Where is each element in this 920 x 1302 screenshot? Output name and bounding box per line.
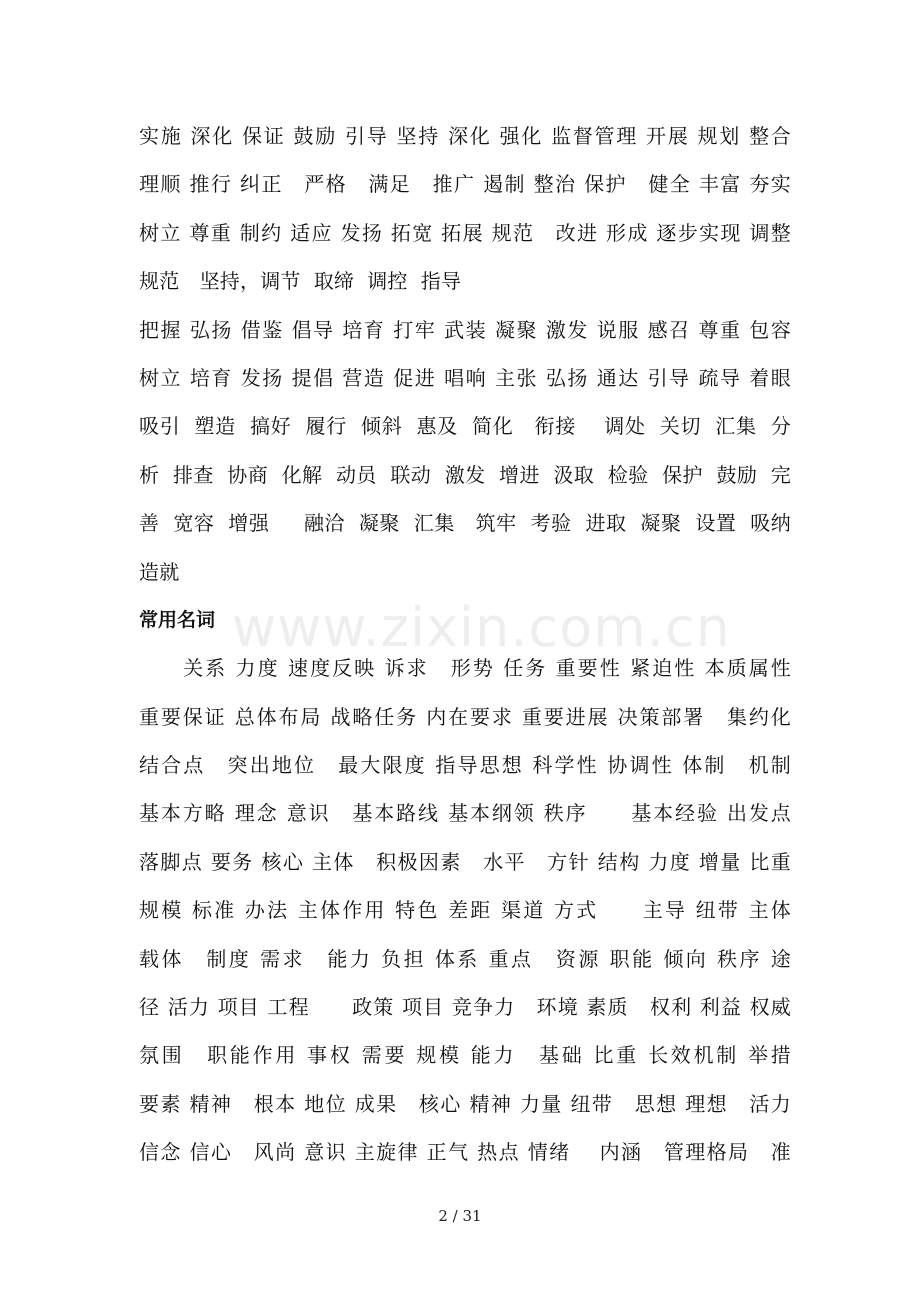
- text-line: 实施 深化 保证 鼓励 引导 坚持 深化 强化 监督管理 开展 规划 整合: [139, 124, 791, 148]
- page-number: 2 / 31: [438, 1207, 482, 1225]
- text-line: 善 宽容 增强 融洽 凝聚 汇集 筑牢 考验 进取 凝聚 设置 吸纳: [139, 511, 791, 536]
- text-line: 基本方略 理念 意识 基本路线 基本纲领 秩序 基本经验 出发点: [139, 801, 791, 826]
- nouns-block: [139, 644, 791, 1176]
- text-line: 落脚点 要务 核心 主体 积极因素 水平 方针 结构 力度 增量 比重: [139, 849, 791, 874]
- text-line: 径 活力 项目 工程 政策 项目 竞争力 环境 素质 权利 利益 权威: [139, 995, 791, 1020]
- text-line: 树立 尊重 制约 适应 发扬 拓宽 拓展 规范 改进 形成 逐步实现 调整: [139, 220, 791, 245]
- watermark: www.zixin.com.cn: [232, 596, 731, 659]
- text-line: 把握 弘扬 借鉴 倡导 培育 打牢 武装 凝聚 激发 说服 感召 尊重 包容: [139, 317, 791, 342]
- text-line: 规模 标准 办法 主体作用 特色 差距 渠道 方式 主导 纽带 主体: [139, 898, 791, 923]
- text-line: 关系 力度 速度反映 诉求 形势 任务 重要性 紧迫性 本质属性: [139, 656, 791, 681]
- section-heading: 常用名词: [139, 608, 216, 631]
- text-line: 重要保证 总体布局 战略任务 内在要求 重要进展 决策部署 集约化: [139, 704, 791, 729]
- text-line: 信念 信心 风尚 意识 主旋律 正气 热点 情绪 内涵 管理格局 准: [139, 1140, 791, 1165]
- text-line: 吸引 塑造 搞好 履行 倾斜 惠及 简化 衔接 调处 关切 汇集 分: [139, 414, 791, 439]
- text-line: 载体 制度 需求 能力 负担 体系 重点 资源 职能 倾向 秩序 途: [139, 946, 791, 971]
- text-line: 造就: [139, 559, 180, 584]
- text-line: 氛围 职能作用 事权 需要 规模 能力 基础 比重 长效机制 举措: [139, 1043, 791, 1068]
- verbs-block-2: [139, 306, 791, 596]
- text-line: 树立 培育 发扬 提倡 营造 促进 唱响 主张 弘扬 通达 引导 疏导 着眼: [139, 365, 791, 390]
- document-body: [139, 112, 791, 1177]
- text-line: 理顺 推行 纠正 严格 满足 推广 遏制 整治 保护 健全 丰富 夯实: [139, 172, 791, 197]
- text-line: 规范 坚持，调节 取缔 调控 指导: [139, 269, 462, 294]
- text-line: 结合点 突出地位 最大限度 指导思想 科学性 协调性 体制 机制: [139, 753, 791, 778]
- verbs-block-1: [139, 112, 791, 306]
- text-line: 析 排查 协商 化解 动员 联动 激发 增进 汲取 检验 保护 鼓励 完: [139, 462, 791, 487]
- text-line: 要素 精神 根本 地位 成果 核心 精神 力量 纽带 思想 理想 活力: [139, 1091, 791, 1116]
